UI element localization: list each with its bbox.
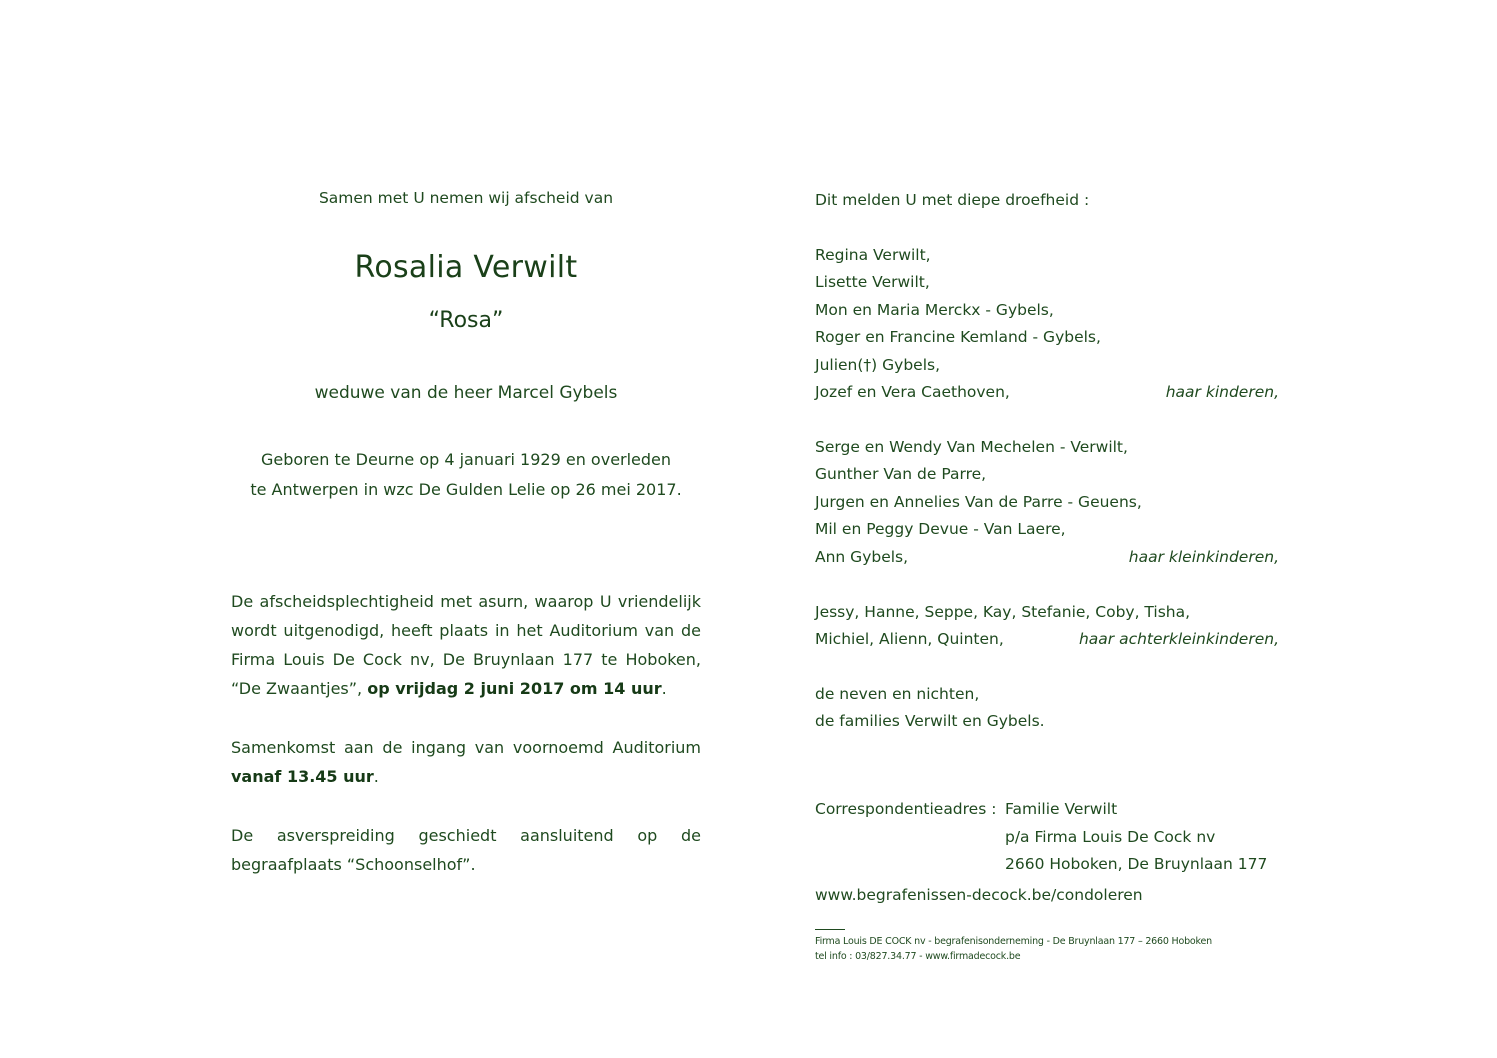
deceased-name: Rosalia Verwilt — [354, 250, 578, 285]
family-member: Mil en Peggy Devue - Van Laere, — [815, 520, 1066, 538]
grandchildren-role: haar kleinkinderen, — [1128, 548, 1279, 566]
family-member: Jessy, Hanne, Seppe, Kay, Stefanie, Coby, Tisha, — [815, 603, 1191, 621]
ashes-line: De asverspreiding geschiedt aansluitend op de — [231, 826, 701, 845]
footer-contact-line: tel info : 03/827.34.77 - www.firmadecock.be — [815, 951, 1021, 962]
family-member: Jozef en Vera Caethoven, — [815, 383, 1010, 401]
birth-line: Geboren te Deurne op 4 januari 1929 en overleden — [260, 450, 672, 469]
ceremony-line — [231, 674, 701, 703]
ceremony-line: De afscheidsplechtigheid met asurn, waarop U vriendelijk — [231, 592, 701, 611]
gathering-line: Samenkomst aan de ingang van voornoemd Auditorium — [231, 738, 701, 757]
gathering-paragraph — [231, 733, 701, 791]
ceremony-line: Firma Louis De Cock nv, De Bruynlaan 177 te Hoboken, — [231, 650, 701, 669]
family-member: Jurgen en Annelies Van de Parre - Geuens, — [815, 493, 1142, 511]
punctuation: . — [661, 679, 667, 698]
family-member: Roger en Francine Kemland - Gybels, — [815, 328, 1101, 346]
ceremony-line: wordt uitgenodigd, heeft plaats in het Auditorium van de — [231, 621, 701, 640]
deceased-nickname: “Rosa” — [428, 308, 504, 333]
punctuation: . — [373, 767, 379, 786]
gathering-line — [231, 762, 701, 791]
family-member: Serge en Wendy Van Mechelen - Verwilt, — [815, 438, 1128, 456]
widow-text: weduwe van de heer Marcel Gybels — [314, 383, 618, 403]
venue-name: “De Zwaantjes”, — [231, 679, 368, 698]
footer-company-line: Firma Louis DE COCK nv - begrafenisonderneming - De Bruynlaan 177 – 2660 Hoboken — [815, 936, 1212, 947]
gathering-time: vanaf 13.45 uur — [231, 767, 374, 786]
correspondence-line: 2660 Hoboken, De Bruynlaan 177 — [1005, 855, 1268, 873]
family-member: Regina Verwilt, — [815, 246, 931, 264]
condolence-website-link[interactable]: www.begrafenissen-decock.be/condoleren — [815, 886, 1143, 904]
family-member: Michiel, Alienn, Quinten, — [815, 630, 1004, 648]
correspondence-label: Correspondentieadres : — [815, 800, 997, 818]
family-member: Mon en Maria Merckx - Gybels, — [815, 301, 1054, 319]
family-member: Ann Gybels, — [815, 548, 909, 566]
ashes-paragraph — [231, 821, 701, 879]
children-role: haar kinderen, — [1165, 383, 1279, 401]
family-member: de families Verwilt en Gybels. — [815, 712, 1045, 730]
correspondence-line: Familie Verwilt — [1005, 800, 1118, 818]
ceremony-paragraph — [231, 587, 701, 703]
birth-death-text — [231, 445, 701, 505]
family-member: de neven en nichten, — [815, 685, 980, 703]
ceremony-datetime: op vrijdag 2 juni 2017 om 14 uur — [367, 679, 662, 698]
announcement-intro: Dit melden U met diepe droefheid : — [815, 191, 1090, 209]
death-line: te Antwerpen in wzc De Gulden Lelie op 26 mei 2017. — [250, 480, 682, 499]
family-member: Gunther Van de Parre, — [815, 465, 987, 483]
correspondence-line: p/a Firma Louis De Cock nv — [1005, 828, 1216, 846]
family-member: Julien(†) Gybels, — [815, 356, 941, 374]
great-grandchildren-role: haar achterkleinkinderen, — [1078, 630, 1279, 648]
family-member: Lisette Verwilt, — [815, 273, 930, 291]
footer-divider — [815, 929, 845, 930]
intro-text: Samen met U nemen wij afscheid van — [318, 189, 614, 207]
ashes-line: begraafplaats “Schoonselhof”. — [231, 855, 476, 874]
